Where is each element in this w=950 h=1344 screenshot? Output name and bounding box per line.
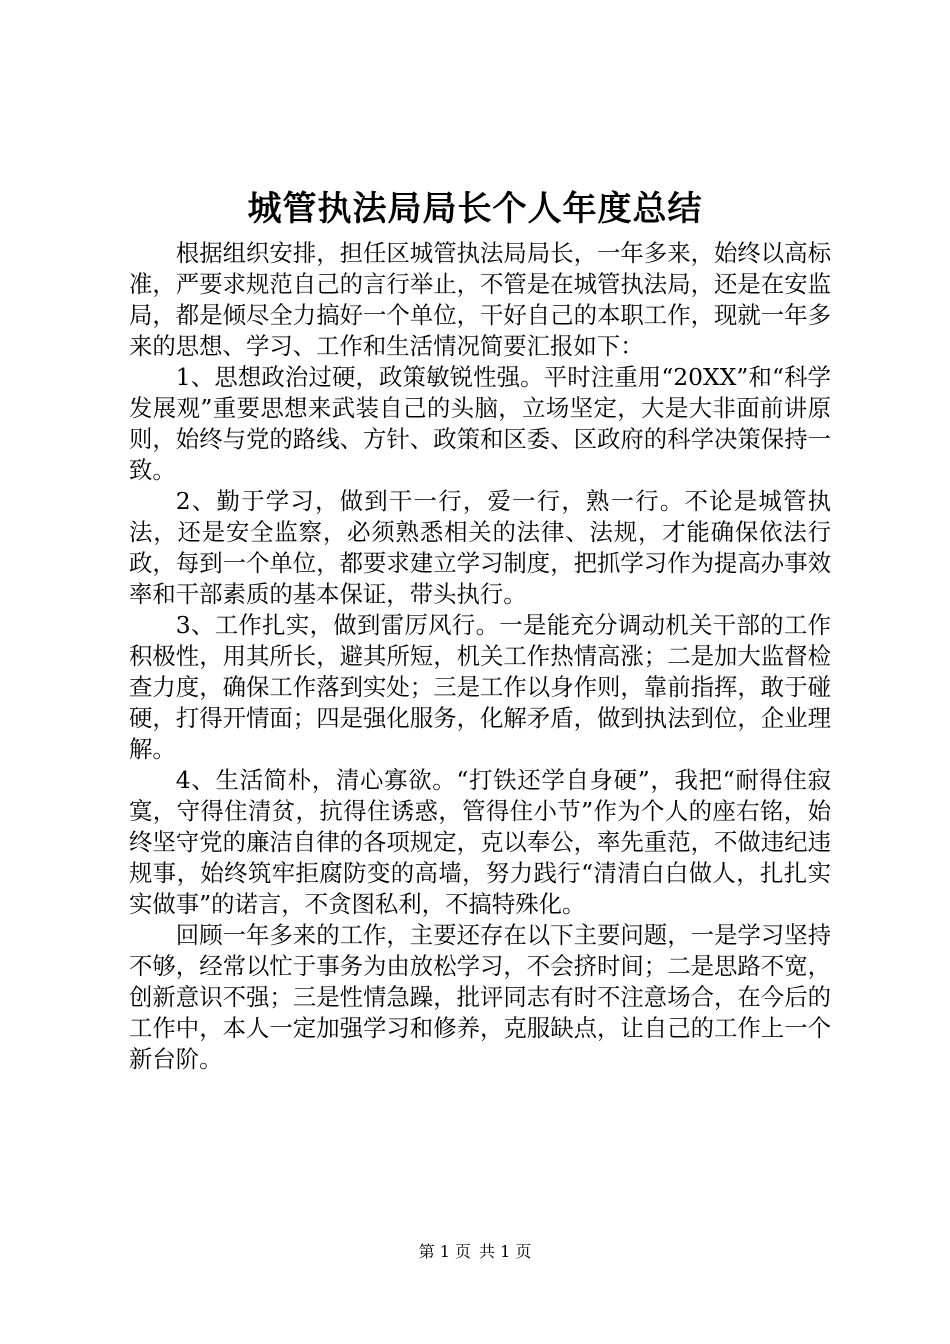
- paragraph-point-3: 3、工作扎实，做到雷厉风行。一是能充分调动机关干部的工作积极性，用其所长，避其所短，机关工作热情高涨；二是加大监督检查力度，确保工作落到实处；三是工作以身作则，靠前指挥，敢于碰硬，打得开情面；四是强化服务，化解矛盾，做到执法到位，企业理解。: [129, 611, 831, 763]
- paragraph-point-4: 4、生活简朴，清心寡欲。“打铁还学自身硬”，我把“耐得住寂寞，守得住清贫，抗得住诱惑，管得住小节”作为个人的座右铭，始终坚守党的廉洁自律的各项规定，克以奉公，率先重范，不做违纪违规事，始终筑牢拒腐防变的高墙，努力践行“清清白白做人，扎扎实实做事”的诺言，不贪图私利，不搞特殊化。: [129, 766, 831, 918]
- paragraph-point-2: 2、勤于学习，做到干一行，爱一行，熟一行。不论是城管执法，还是安全监察，必须熟悉相关的法律、法规，才能确保依法行政，每到一个单位，都要求建立学习制度，把抓学习作为提高办事效率和干部素质的基本保证，带头执行。: [129, 487, 831, 608]
- page-footer: [0, 1241, 950, 1263]
- document-body: [129, 238, 831, 1075]
- document-title: 城管执法局局长个人年度总结: [247, 189, 703, 229]
- paragraph-intro: 根据组织安排，担任区城管执法局局长，一年多来，始终以高标准，严要求规范自己的言行举止，不管是在城管执法局，还是在安监局，都是倾尽全力搞好一个单位，干好自己的本职工作，现就一年多来的思想、学习、工作和生活情况简要汇报如下：: [129, 239, 831, 360]
- paragraph-review: 回顾一年多来的工作，主要还存在以下主要问题，一是学习坚持不够，经常以忙于事务为由放松学习，不会挤时间；二是思路不宽，创新意识不强；三是性情急躁，批评同志有时不注意场合，在今后的工作中，本人一定加强学习和修养，克服缺点，让自己的工作上一个新台阶。: [129, 921, 831, 1073]
- page-total: 共 1 页: [479, 1242, 532, 1261]
- paragraph-point-1: 1、思想政治过硬，政策敏锐性强。平时注重用“20XX”和“科学发展观”重要思想来武装自己的头脑，立场坚定，大是大非面前讲原则，始终与党的路线、方针、政策和区委、区政府的科学决策保持一致。: [129, 363, 831, 484]
- page-number: 第 1 页: [418, 1242, 471, 1261]
